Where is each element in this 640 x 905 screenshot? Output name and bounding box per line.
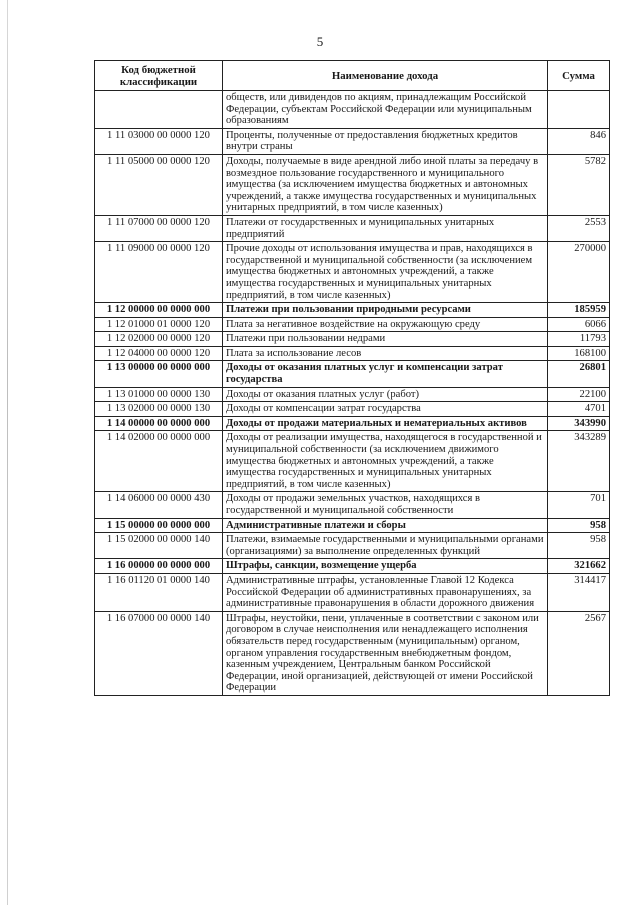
code-cell: 1 12 00000 00 0000 000 xyxy=(95,303,223,318)
header-code: Код бюджетной классификации xyxy=(95,61,223,91)
code-cell: 1 13 01000 00 0000 130 xyxy=(95,387,223,402)
name-cell: обществ, или дивидендов по акциям, принадлежащим Российской Федерации, субъектам Российской Федерации или муниципальным образованиям xyxy=(223,91,548,129)
table-row xyxy=(95,518,610,533)
name-cell: Административные штрафы, установленные Главой 12 Кодекса Российской Федерации об административных правонарушениях, за административные правонарушения в области дорожного движения xyxy=(223,573,548,611)
table-row xyxy=(95,492,610,518)
code-cell: 1 15 02000 00 0000 140 xyxy=(95,533,223,559)
code-cell: 1 11 09000 00 0000 120 xyxy=(95,242,223,303)
table-row xyxy=(95,215,610,241)
code-cell: 1 14 06000 00 0000 430 xyxy=(95,492,223,518)
code-cell: 1 11 05000 00 0000 120 xyxy=(95,154,223,215)
name-cell: Доходы от оказания платных услуг (работ) xyxy=(223,387,548,402)
name-cell: Доходы от продажи материальных и нематериальных активов xyxy=(223,416,548,431)
table-row xyxy=(95,154,610,215)
table-row xyxy=(95,416,610,431)
sum-cell xyxy=(548,91,610,129)
table-row xyxy=(95,91,610,129)
code-cell: 1 14 00000 00 0000 000 xyxy=(95,416,223,431)
name-cell: Плата за негативное воздействие на окружающую среду xyxy=(223,317,548,332)
code-cell xyxy=(95,91,223,129)
sum-cell: 846 xyxy=(548,128,610,154)
name-cell: Платежи при пользовании недрами xyxy=(223,332,548,347)
code-cell: 1 12 04000 00 0000 120 xyxy=(95,346,223,361)
table-row xyxy=(95,332,610,347)
code-cell: 1 12 01000 01 0000 120 xyxy=(95,317,223,332)
name-cell: Проценты, полученные от предоставления бюджетных кредитов внутри страны xyxy=(223,128,548,154)
table-row xyxy=(95,361,610,387)
table-row xyxy=(95,573,610,611)
sum-cell: 343289 xyxy=(548,431,610,492)
sum-cell: 958 xyxy=(548,518,610,533)
budget-revenue-table xyxy=(94,60,610,696)
code-cell: 1 11 07000 00 0000 120 xyxy=(95,215,223,241)
name-cell: Штрафы, неустойки, пени, уплаченные в соответствии с законом или договором в случае неисполнения или ненадлежащего исполнения обязательств перед государственным (муниципальным) органом, органом управления государственным внебюджетным фондом, казенным учреждением, Центральным банком Российской Федерации, иной организацией, действующей от имени Российской Федерации xyxy=(223,611,548,695)
sum-cell: 2553 xyxy=(548,215,610,241)
code-cell: 1 14 02000 00 0000 000 xyxy=(95,431,223,492)
code-cell: 1 13 00000 00 0000 000 xyxy=(95,361,223,387)
sum-cell: 4701 xyxy=(548,402,610,417)
scan-edge-line xyxy=(7,0,8,905)
table-row xyxy=(95,559,610,574)
sum-cell: 343990 xyxy=(548,416,610,431)
code-cell: 1 16 01120 01 0000 140 xyxy=(95,573,223,611)
sum-cell: 2567 xyxy=(548,611,610,695)
sum-cell: 168100 xyxy=(548,346,610,361)
name-cell: Доходы от оказания платных услуг и компенсации затрат государства xyxy=(223,361,548,387)
table-row xyxy=(95,242,610,303)
name-cell: Плата за использование лесов xyxy=(223,346,548,361)
name-cell: Платежи от государственных и муниципальных унитарных предприятий xyxy=(223,215,548,241)
name-cell: Доходы от продажи земельных участков, находящихся в государственной и муниципальной собственности xyxy=(223,492,548,518)
table-row xyxy=(95,387,610,402)
sum-cell: 11793 xyxy=(548,332,610,347)
sum-cell: 958 xyxy=(548,533,610,559)
code-cell: 1 15 00000 00 0000 000 xyxy=(95,518,223,533)
table-row xyxy=(95,317,610,332)
table-row xyxy=(95,128,610,154)
header-name: Наименование дохода xyxy=(223,61,548,91)
code-cell: 1 16 07000 00 0000 140 xyxy=(95,611,223,695)
table-row xyxy=(95,402,610,417)
name-cell: Доходы от компенсации затрат государства xyxy=(223,402,548,417)
code-cell: 1 12 02000 00 0000 120 xyxy=(95,332,223,347)
sum-cell: 321662 xyxy=(548,559,610,574)
code-cell: 1 11 03000 00 0000 120 xyxy=(95,128,223,154)
name-cell: Прочие доходы от использования имущества и прав, находящихся в государственной и муниципальной собственности (за исключением имущества бюджетных и автономных учреждений, а также имущества государственных и муниципальных унитарных предприятий, в том числе казенных) xyxy=(223,242,548,303)
table-row xyxy=(95,533,610,559)
page-number: 5 xyxy=(316,34,324,49)
name-cell: Платежи при пользовании природными ресурсами xyxy=(223,303,548,318)
code-cell: 1 13 02000 00 0000 130 xyxy=(95,402,223,417)
sum-cell: 5782 xyxy=(548,154,610,215)
sum-cell: 6066 xyxy=(548,317,610,332)
name-cell: Платежи, взимаемые государственными и муниципальными органами (организациями) за выполнение определенных функций xyxy=(223,533,548,559)
table-row xyxy=(95,346,610,361)
sum-cell: 701 xyxy=(548,492,610,518)
sum-cell: 26801 xyxy=(548,361,610,387)
name-cell: Штрафы, санкции, возмещение ущерба xyxy=(223,559,548,574)
table-row xyxy=(95,431,610,492)
sum-cell: 185959 xyxy=(548,303,610,318)
sum-cell: 22100 xyxy=(548,387,610,402)
sum-cell: 270000 xyxy=(548,242,610,303)
header-sum: Сумма xyxy=(548,61,610,91)
table-row xyxy=(95,611,610,695)
name-cell: Административные платежи и сборы xyxy=(223,518,548,533)
name-cell: Доходы от реализации имущества, находящегося в государственной и муниципальной собственности (за исключением движимого имущества бюджетных и автономных учреждений, а также имущества государственных и муниципальных унитарных предприятий, в том числе казенных) xyxy=(223,431,548,492)
sum-cell: 314417 xyxy=(548,573,610,611)
table-header-row xyxy=(95,61,610,91)
table-row xyxy=(95,303,610,318)
code-cell: 1 16 00000 00 0000 000 xyxy=(95,559,223,574)
name-cell: Доходы, получаемые в виде арендной либо иной платы за передачу в возмездное пользование государственного и муниципального имущества (за исключением имущества бюджетных и автономных учреждений, а также имущества государственных и муниципальных унитарных предприятий, в том числе казенных) xyxy=(223,154,548,215)
